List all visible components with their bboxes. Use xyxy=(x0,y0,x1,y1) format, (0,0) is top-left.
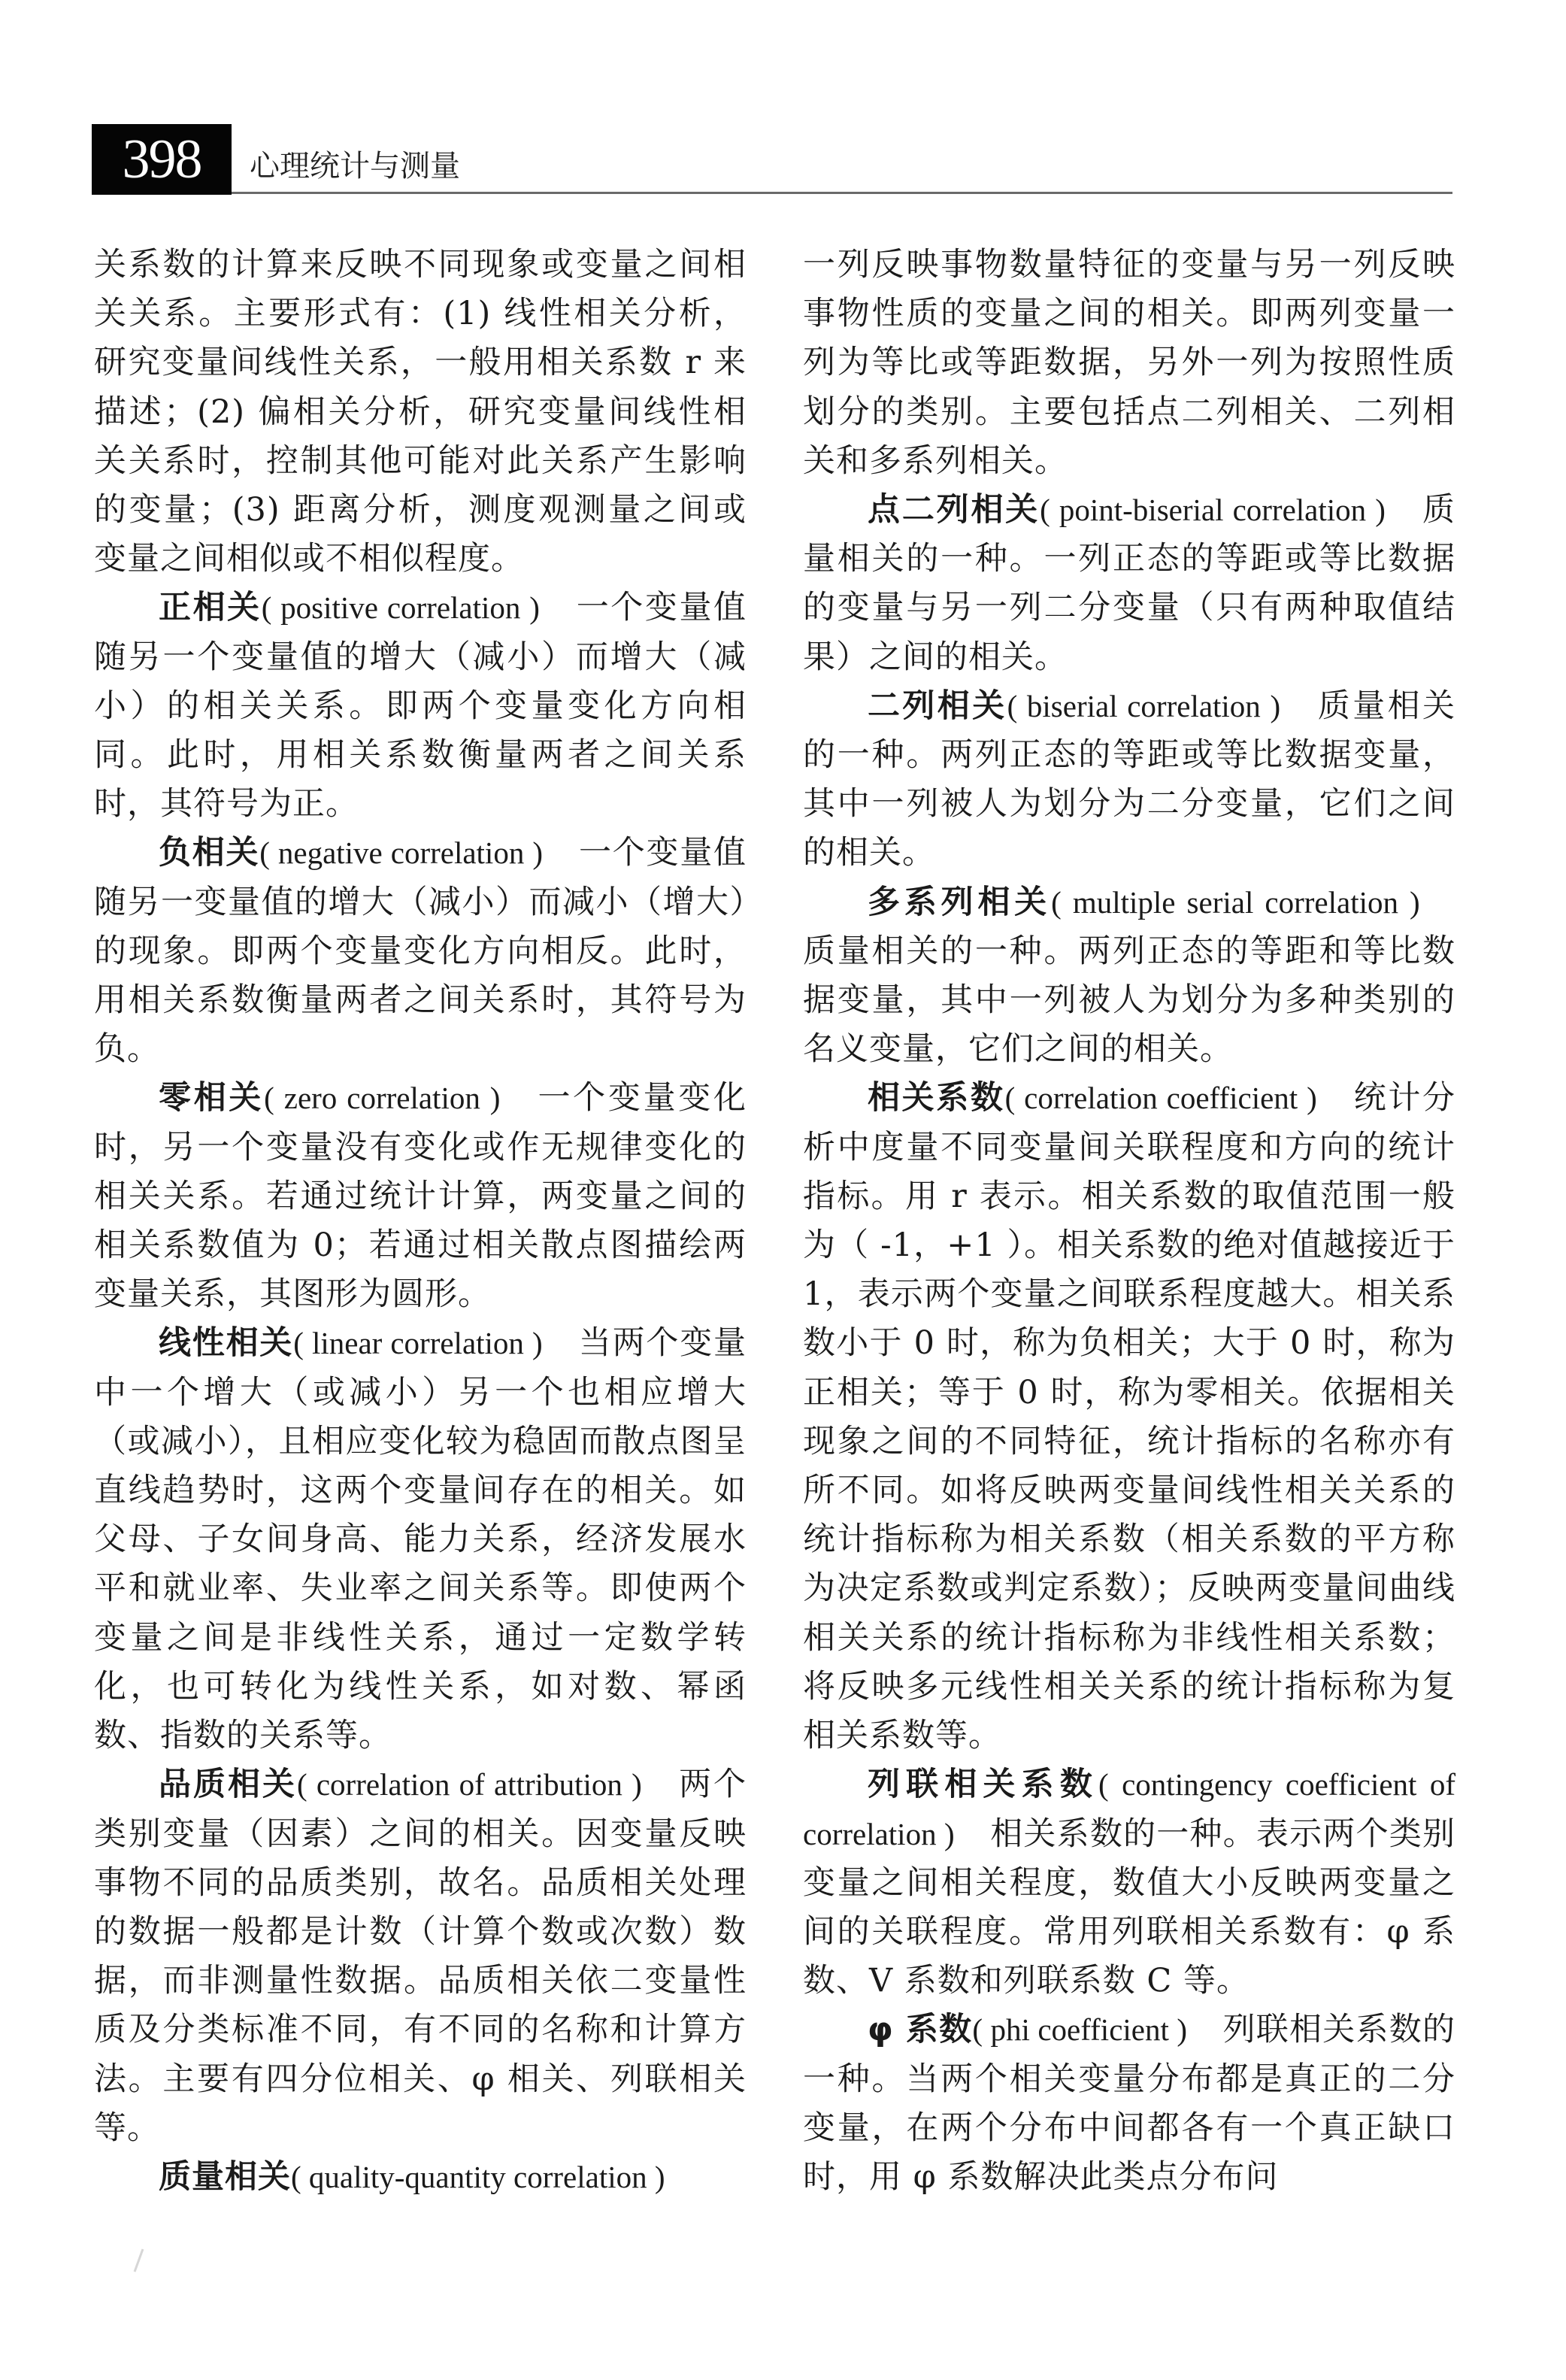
entry-term: 多系列相关 xyxy=(868,883,1052,921)
entry-definition: 列联相关系数的一种。当两个相关变量分布都是真正的二分变量，在两个分布中间都各有一个真正缺口时，用 φ 系数解决此类点分布问 xyxy=(803,2011,1456,2196)
left-column xyxy=(94,241,747,2202)
entry-english: ( zero correlation ) xyxy=(264,1081,501,1116)
running-title: 心理统计与测量 xyxy=(250,149,460,183)
entry-term: 相关系数 xyxy=(868,1079,1005,1117)
entry-english: ( multiple serial correlation ) xyxy=(1051,884,1420,920)
entry-english: ( point-biserial correlation ) xyxy=(1040,493,1386,528)
entry-term: 列联相关系数 xyxy=(868,1766,1099,1804)
entry-term: 线性相关 xyxy=(159,1324,294,1363)
glossary-entry-negative-correlation xyxy=(94,829,747,1074)
header-rule xyxy=(232,192,1452,194)
entry-definition: 统计分析中度量不同变量间关联程度和方向的统计指标。用 r 表示。相关系数的取值范围一般为（ -1，+1 ）。相关系数的绝对值越接近于 1，表示两个变量之间联系程度越大。相关系数小于 0 时，称为负相关；大于 0 时，称为正相关；等于 0 时，称为零相关。依据相关现象之间的不同特征，统计指标的名称亦有所不同。如将反映两变量间线性相关关系的统计指标称为相关系数（相关系数的平方称为决定系数或判定系数）；反映两变量间曲线相关关系的统计指标称为非线性相关系数；将反映多元线性相关关系的统计指标称为复相关系数等。 xyxy=(803,1079,1456,1755)
glossary-entry-correlation-of-attribution xyxy=(94,1760,747,2153)
entry-definition: 相关系数的一种。表示两个类别变量之间相关程度，数值大小反映两变量之间的关联程度。常用列联相关系数有：φ 系数、V 系数和列联系数 C 等。 xyxy=(803,1815,1456,2000)
entry-term: 零相关 xyxy=(159,1079,265,1117)
entry-english: ( phi coefficient ) xyxy=(972,2012,1188,2048)
entry-term: 点二列相关 xyxy=(868,491,1040,529)
glossary-entry-phi-coefficient xyxy=(803,2006,1455,2202)
continuation-paragraph: 关系数的计算来反映不同现象或变量之间相关关系。主要形式有：(1) 线性相关分析，研究变量间线性关系，一般用相关系数 r 来描述；(2) 偏相关分析，研究变量间线性相关关系时，控制其他可能对此关系产生影响的变量；(3) 距离分析，测度观测量之间或变量之间相似或不相似程度。 xyxy=(94,246,747,578)
entry-definition: 质量相关的一种。两列正态的等距和等比数据变量，其中一列被人为划分为多种类别的名义变量，它们之间的相关。 xyxy=(803,932,1455,1069)
entry-english: ( correlation coefficient ) xyxy=(1004,1081,1317,1116)
continuation-paragraph: 一列反映事物数量特征的变量与另一列反映事物性质的变量之间的相关。即两列变量一列为等比或等距数据，另外一列为按照性质划分的类别。主要包括点二列相关、二列相关和多系列相关。 xyxy=(803,246,1455,480)
glossary-entry-multiple-serial-correlation xyxy=(803,878,1455,1075)
entry-english: ( positive correlation ) xyxy=(261,590,540,626)
entry-term: 质量相关 xyxy=(159,2157,291,2196)
right-column xyxy=(803,241,1455,2202)
entry-term: 正相关 xyxy=(159,589,262,627)
scan-artifact-mark xyxy=(134,2248,144,2272)
entry-english: ( quality-quantity correlation ) xyxy=(291,2159,665,2194)
entry-definition: 一个变量值随另一个变量值的增大（减小）而增大（减小）的相关关系。即两个变量变化方向相同。此时，用相关系数衡量两者之间关系时，其符号为正。 xyxy=(94,589,747,823)
entry-definition: 质量相关的一种。两列正态的等距或等比数据变量，其中一列被人为划分为二分变量，它们之间的相关。 xyxy=(803,687,1456,872)
entry-english: ( correlation of attribution ) xyxy=(296,1767,642,1802)
entry-definition: 质量相关的一种。一列正态的等距或等比数据的变量与另一列二分变量（只有两种取值结果）之间的相关。 xyxy=(803,491,1455,676)
entry-english: ( biserial correlation ) xyxy=(1007,688,1281,723)
entry-term: 负相关 xyxy=(159,834,260,872)
glossary-entry-quality-quantity-correlation xyxy=(94,2153,747,2202)
entry-term: φ 系数 xyxy=(868,2011,973,2049)
page-header xyxy=(92,124,1452,195)
glossary-entry-correlation-coefficient xyxy=(803,1074,1455,1760)
glossary-entry-zero-correlation xyxy=(94,1074,747,1319)
glossary-entry-biserial-correlation xyxy=(803,682,1455,878)
entry-english: ( contingency coefficient of correlation ) xyxy=(803,1767,1456,1851)
glossary-entry-positive-correlation xyxy=(94,584,747,829)
entry-definition: 两个类别变量（因素）之间的相关。因变量反映事物不同的品质类别，故名。品质相关处理的数据一般都是计数（计算个数或次数）数据，而非测量性数据。品质相关依二变量性质及分类标准不同，有不同的名称和计算方法。主要有四分位相关、φ 相关、列联相关等。 xyxy=(94,1766,747,2147)
entry-english: ( linear correlation ) xyxy=(293,1326,543,1361)
glossary-entry-contingency-coefficient xyxy=(803,1760,1455,2006)
entry-english: ( negative correlation ) xyxy=(259,835,543,871)
entry-term: 品质相关 xyxy=(159,1766,297,1804)
page-number: 398 xyxy=(92,124,232,195)
entry-definition: 一个变量变化时，另一个变量没有变化或作无规律变化的相关关系。若通过统计计算，两变量之间的相关系数值为 0；若通过相关散点图描绘两变量关系，其图形为圆形。 xyxy=(94,1079,747,1314)
glossary-entry-linear-correlation xyxy=(94,1319,747,1760)
entry-definition: 当两个变量中一个增大（或减小）另一个也相应增大（或减小），且相应变化较为稳固而散点图呈直线趋势时，这两个变量间存在的相关。如父母、子女间身高、能力关系，经济发展水平和就业率、失业率之间关系等。即使两个变量之间是非线性关系，通过一定数学转化，也可转化为线性关系，如对数、幂函数、指数的关系等。 xyxy=(94,1324,747,1755)
entry-term: 二列相关 xyxy=(868,687,1007,725)
glossary-entry-point-biserial-correlation xyxy=(803,486,1455,682)
entry-definition: 一个变量值随另一变量值的增大（减小）而减小（增大）的现象。即两个变量变化方向相反。此时，用相关系数衡量两者之间关系时，其符号为负。 xyxy=(94,834,747,1069)
